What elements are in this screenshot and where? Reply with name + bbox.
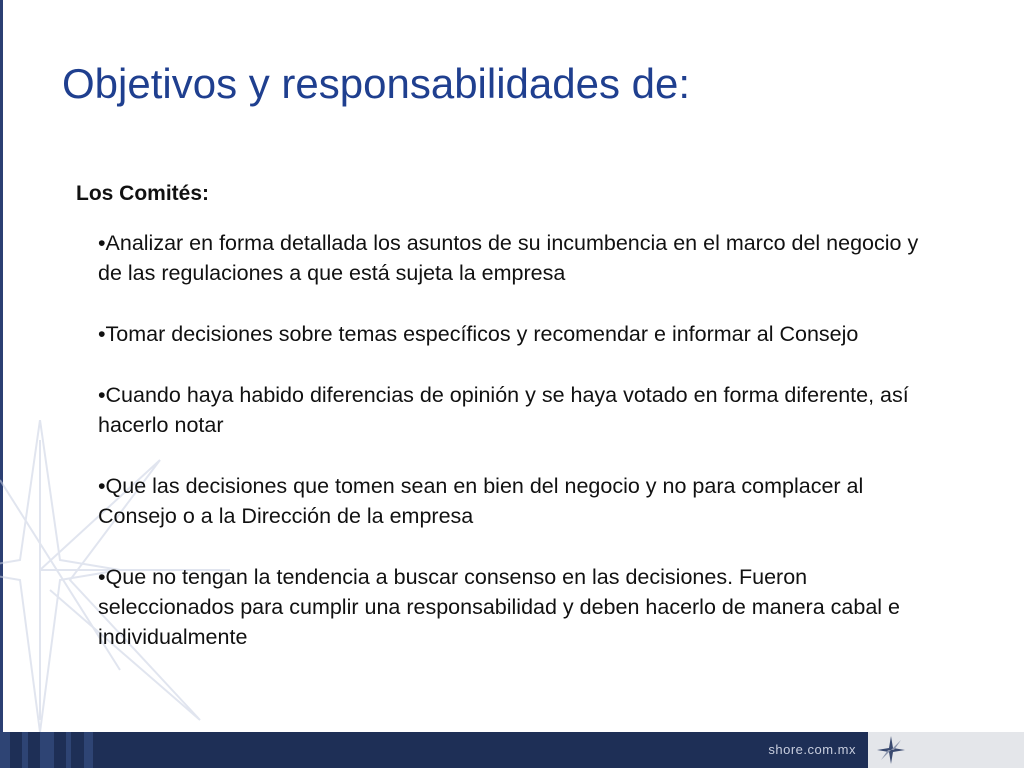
compass-star-icon [876, 735, 906, 765]
footer-stripes-decoration [0, 732, 120, 768]
footer-logo-panel [868, 732, 1024, 768]
footer-bar [0, 732, 868, 768]
slide-title: Objetivos y responsabilidades de: [62, 60, 691, 107]
bullet-item: •Analizar en forma detallada los asuntos de su incumbencia en el marco del negocio y de las regulaciones a que está sujeta la empresa [98, 231, 919, 285]
bullet-item: •Que no tengan la tendencia a buscar consenso en las decisiones. Fueron seleccionados para cumplir una responsabilidad y deben hacerlo de manera cabal e individualmente [98, 565, 900, 649]
footer-site-url: shore.com.mx [768, 742, 856, 757]
bullet-item: •Tomar decisiones sobre temas específicos y recomendar e informar al Consejo [98, 322, 859, 346]
bullet-item: •Cuando haya habido diferencias de opinión y se haya votado en forma diferente, así hacerlo notar [98, 383, 909, 437]
bullet-list [98, 228, 938, 683]
bullet-item: •Que las decisiones que tomen sean en bien del negocio y no para complacer al Consejo o a la Dirección de la empresa [98, 474, 864, 528]
section-heading: Los Comités: [76, 182, 210, 205]
